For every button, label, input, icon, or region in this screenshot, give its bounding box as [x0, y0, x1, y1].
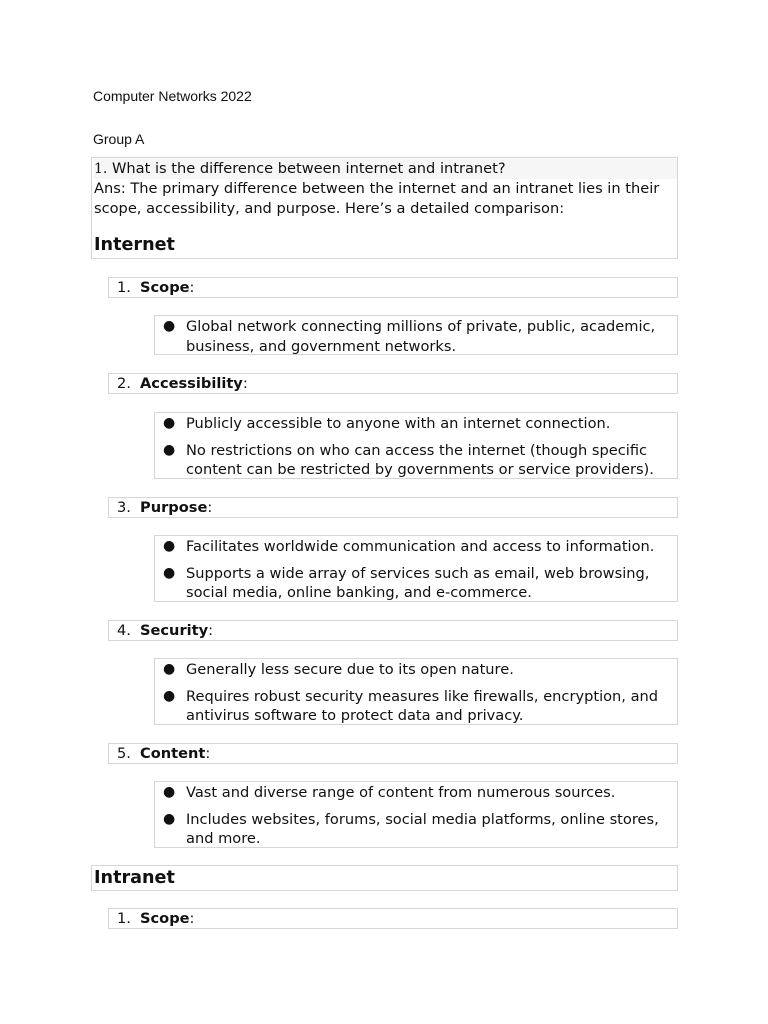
internet-heading: Internet: [94, 235, 175, 255]
intranet-heading-block: [91, 865, 678, 891]
internet-content-bullets: [154, 781, 678, 848]
internet-item-accessibility: 2. Accessibility:: [108, 373, 678, 394]
bullet-item: ● Global network connecting millions of private, public, academic, business, and government networks.: [163, 318, 656, 355]
bullet-item: ● Publicly accessible to anyone with an internet connection.: [163, 415, 611, 432]
internet-item-scope: 1. Scope:: [108, 277, 678, 298]
question-block: [91, 157, 678, 259]
bullet-item: ● Supports a wide array of services such as email, web browsing, social media, online banking, and e-commerce.: [163, 564, 650, 601]
group-label: Group A: [93, 131, 145, 147]
internet-purpose-bullets: [154, 535, 678, 602]
question-text: What is the difference between internet and intranet?: [107, 160, 506, 177]
internet-item-purpose: 3. Purpose:: [108, 497, 678, 518]
item-number: 2.: [117, 375, 131, 392]
item-label: Security: [140, 622, 209, 639]
bullet-item: ● Facilitates worldwide communication and access to information.: [163, 538, 655, 555]
item-number: 1.: [117, 279, 131, 296]
bullet-item: ● Requires robust security measures like firewalls, encryption, and antivirus software to protect data and privacy.: [163, 687, 659, 724]
item-label: Scope: [140, 279, 190, 296]
internet-scope-bullets: [154, 315, 678, 355]
item-number: 4.: [117, 622, 131, 639]
bullet-item: ● Includes websites, forums, social media platforms, online stores, and more.: [163, 810, 659, 847]
item-number: 1.: [117, 910, 131, 927]
question: [94, 159, 677, 179]
bullet-item: ● Vast and diverse range of content from numerous sources.: [163, 784, 616, 801]
intranet-item-scope: 1. Scope:: [108, 908, 678, 929]
intranet-heading: Intranet: [94, 868, 175, 888]
question-number: 1.: [94, 161, 108, 177]
item-label: Scope: [140, 910, 190, 927]
internet-accessibility-bullets: [154, 412, 678, 479]
bullet-item: ● No restrictions on who can access the internet (though specific content can be restricted by governments or service providers).: [163, 441, 654, 478]
internet-security-bullets: [154, 658, 678, 725]
item-number: 5.: [117, 745, 131, 762]
item-label: Accessibility: [140, 375, 243, 392]
item-number: 3.: [117, 499, 131, 516]
internet-item-security: 4. Security:: [108, 620, 678, 641]
item-label: Content: [140, 745, 206, 762]
internet-item-content: 5. Content:: [108, 743, 678, 764]
document-title: Computer Networks 2022: [93, 88, 252, 104]
bullet-item: ● Generally less secure due to its open nature.: [163, 661, 514, 678]
item-label: Purpose: [140, 499, 208, 516]
answer-intro: Ans: The primary difference between the internet and an intranet lies in their scope, accessibility, and purpose. Here’s a detailed comparison:: [94, 180, 660, 217]
